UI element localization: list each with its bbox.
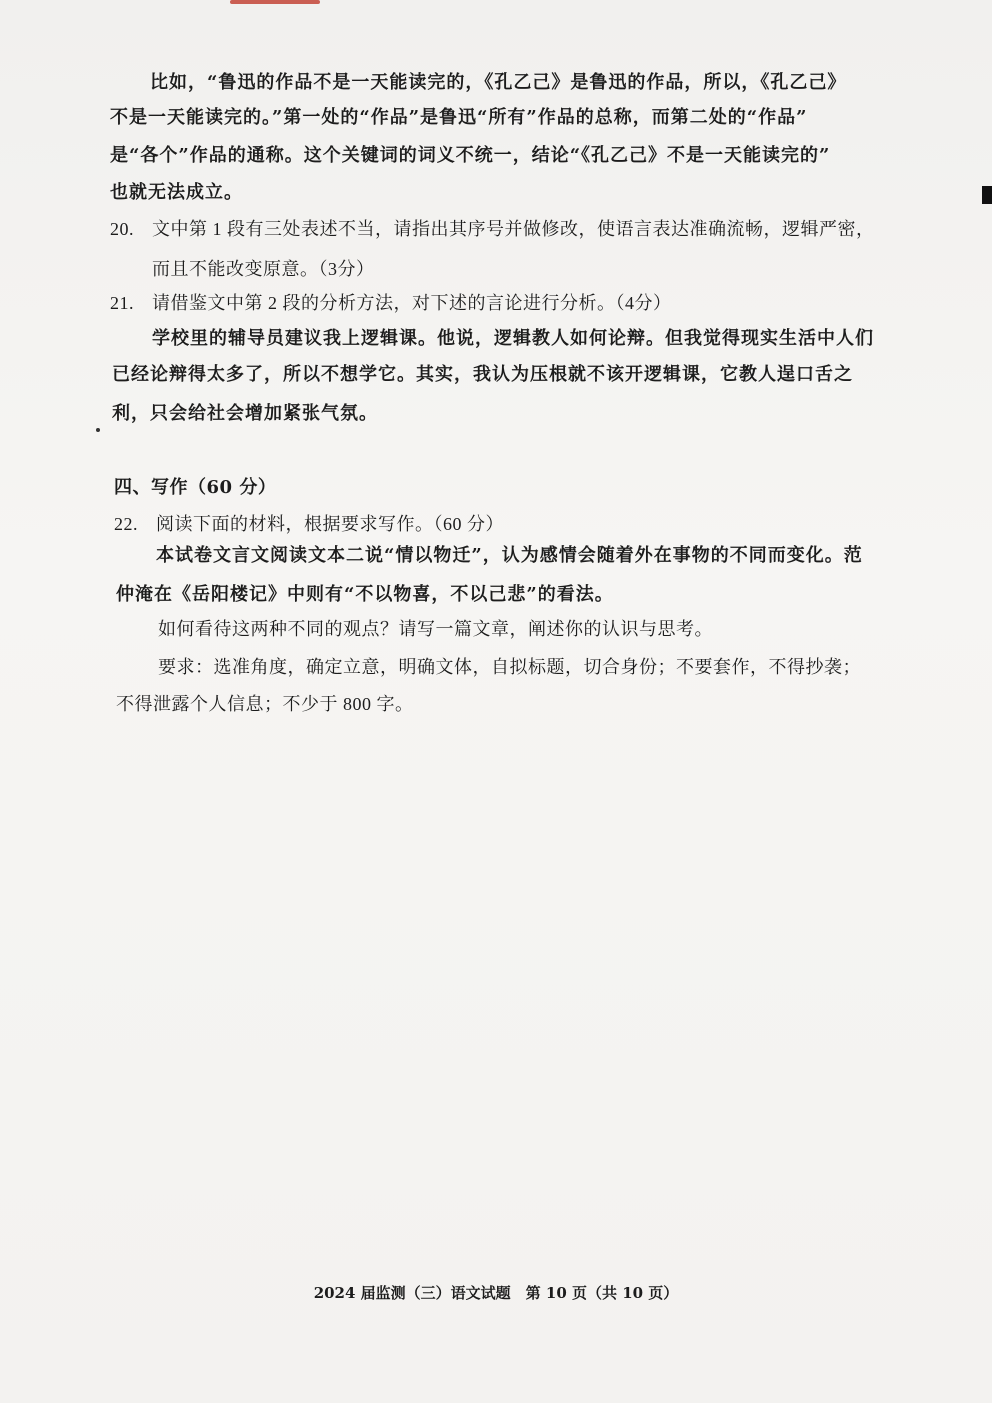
q22-material-line-1: 本试卷文言文阅读文本二说“情以物迁”，认为感情会随着外在事物的不同而变化。范 <box>156 545 863 566</box>
binding-mark <box>230 0 320 4</box>
q22-material-line-2: 仲淹在《岳阳楼记》中则有“不以物喜，不以己悲”的看法。 <box>116 584 614 605</box>
q22-requirement-line-2: 不得泄露个人信息；不少于 800 字。 <box>116 694 414 714</box>
q20-text-line-1: 文中第 1 段有三处表述不当，请指出其序号并做修改，使语言表达准确流畅，逻辑严密， <box>152 219 875 239</box>
q20-text-line-2: 而且不能改变原意。（3分） <box>152 259 375 279</box>
q21-prompt: 请借鉴文中第 2 段的分析方法，对下述的言论进行分析。（4分） <box>152 293 672 313</box>
passage-line-3: 是“各个”作品的通称。这个关键词的词义不统一，结论“《孔乙己》不是一天能读完的” <box>110 145 831 166</box>
page-footer: 2024 届监测（三）语文试题 第 10 页（共 10 页） <box>313 1284 679 1302</box>
q22-prompt: 阅读下面的材料，根据要求写作。（60 分） <box>156 514 504 534</box>
q21-number: 21. <box>110 293 134 313</box>
q21-quote-line-3: 利，只会给社会增加紧张气氛。 <box>112 403 378 424</box>
q20-number: 20. <box>110 219 134 239</box>
q22-question: 如何看待这两种不同的观点？请写一篇文章，阐述你的认识与思考。 <box>158 619 713 639</box>
passage-line-4: 也就无法成立。 <box>110 182 243 203</box>
q22-requirement-line-1: 要求：选准角度，确定立意，明确文体，自拟标题，切合身份；不要套作，不得抄袭； <box>158 657 861 677</box>
q21-quote-line-2: 已经论辩得太多了，所以不想学它。其实，我认为压根就不该开逻辑课，它教人逞口舌之 <box>112 364 853 385</box>
section-heading-writing: 四、写作（60 分） <box>114 477 277 498</box>
edge-registration-mark <box>982 186 992 204</box>
scan-speck <box>96 428 100 432</box>
q21-quote-line-1: 学校里的辅导员建议我上逻辑课。他说，逻辑教人如何论辩。但我觉得现实生活中人们 <box>152 328 874 349</box>
passage-line-1: 比如，“鲁迅的作品不是一天能读完的，《孔乙己》是鲁迅的作品，所以，《孔乙己》 <box>150 72 847 93</box>
passage-line-2: 不是一天能读完的。”第一处的“作品”是鲁迅“所有”作品的总称，而第二处的“作品” <box>110 107 808 128</box>
q22-number: 22. <box>114 514 138 534</box>
